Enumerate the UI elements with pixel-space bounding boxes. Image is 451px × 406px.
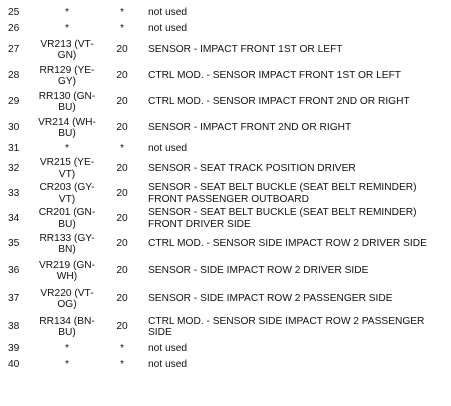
pin-number: 36 [8, 265, 20, 277]
table-row [0, 63, 451, 89]
wire-gauge: 20 [116, 212, 128, 224]
pin-number: 27 [8, 44, 20, 56]
circuit-function: SENSOR - SIDE IMPACT ROW 2 DRIVER SIDE [148, 265, 369, 277]
pin-number: 37 [8, 293, 20, 305]
table-row [0, 357, 451, 373]
circuit-function: not used [148, 23, 188, 35]
circuit-code: VR214 (WH- BU) [38, 116, 96, 139]
wire-gauge: * [120, 359, 124, 371]
pin-number: 35 [8, 238, 20, 250]
table-row [0, 341, 451, 357]
table-row [0, 313, 451, 341]
table-row [0, 21, 451, 37]
circuit-function: SENSOR - IMPACT FRONT 1ST OR LEFT [148, 44, 343, 56]
circuit-function: not used [148, 142, 188, 154]
circuit-code: * [65, 343, 69, 355]
circuit-code: RR129 (YE- GY) [39, 64, 95, 87]
pin-number: 28 [8, 70, 20, 82]
pin-number: 40 [8, 359, 20, 371]
pin-number: 33 [8, 187, 20, 199]
circuit-code: VR220 (VT- OG) [40, 287, 94, 310]
circuit-code: * [65, 359, 69, 371]
wire-gauge: * [120, 23, 124, 35]
circuit-function: SENSOR - SEAT BELT BUCKLE (SEAT BELT REMINDER) FRONT PASSENGER OUTBOARD [148, 182, 417, 205]
circuit-code: RR133 (GY- BN) [39, 232, 95, 255]
pin-number: 31 [8, 142, 20, 154]
table-row [0, 4, 451, 21]
wire-gauge: 20 [116, 70, 128, 82]
circuit-code: * [65, 23, 69, 35]
pin-number: 30 [8, 122, 20, 134]
table-row [0, 181, 451, 206]
table-row [0, 115, 451, 141]
circuit-function: CTRL MOD. - SENSOR SIDE IMPACT ROW 2 DRIVER SIDE [148, 238, 427, 250]
table-row [0, 89, 451, 115]
table-row [0, 141, 451, 156]
table-row [0, 156, 451, 181]
circuit-code: CR201 (GN- BU) [38, 207, 96, 230]
wire-gauge: * [120, 142, 124, 154]
wire-gauge: 20 [116, 238, 128, 250]
pin-number: 38 [8, 321, 20, 333]
circuit-code: RR134 (BN- BU) [39, 315, 95, 338]
connector-pinout-table [0, 4, 451, 373]
wire-gauge: * [120, 343, 124, 355]
circuit-code: * [65, 142, 69, 154]
circuit-code: VR219 (GN- WH) [38, 259, 96, 282]
table-row [0, 37, 451, 63]
table-row [0, 285, 451, 313]
circuit-function: SENSOR - SEAT TRACK POSITION DRIVER [148, 162, 356, 174]
circuit-function: SENSOR - SIDE IMPACT ROW 2 PASSENGER SIDE [148, 293, 393, 305]
circuit-function: CTRL MOD. - SENSOR IMPACT FRONT 2ND OR RIGHT [148, 96, 410, 108]
pin-number: 26 [8, 23, 20, 35]
pin-number: 25 [8, 6, 20, 18]
table-row [0, 231, 451, 257]
wire-gauge: 20 [116, 321, 128, 333]
circuit-code: * [65, 6, 69, 18]
circuit-code: VR215 (YE- VT) [39, 157, 95, 180]
wire-gauge: 20 [116, 293, 128, 305]
circuit-code: CR203 (GY- VT) [39, 182, 95, 205]
circuit-code: RR130 (GN- BU) [38, 90, 96, 113]
pin-number: 29 [8, 96, 20, 108]
pin-number: 32 [8, 162, 20, 174]
table-row [0, 206, 451, 231]
circuit-function: SENSOR - IMPACT FRONT 2ND OR RIGHT [148, 122, 352, 134]
table-row [0, 257, 451, 285]
wire-gauge: 20 [116, 96, 128, 108]
wire-gauge: * [120, 6, 124, 18]
circuit-function: CTRL MOD. - SENSOR IMPACT FRONT 1ST OR LEFT [148, 70, 402, 82]
wire-gauge: 20 [116, 122, 128, 134]
circuit-function: not used [148, 359, 188, 371]
wire-gauge: 20 [116, 265, 128, 277]
circuit-function: not used [148, 343, 188, 355]
pin-number: 34 [8, 212, 20, 224]
wire-gauge: 20 [116, 187, 128, 199]
circuit-code: VR213 (VT- GN) [40, 38, 94, 61]
circuit-function: SENSOR - SEAT BELT BUCKLE (SEAT BELT REMINDER) FRONT DRIVER SIDE [148, 207, 417, 230]
wire-gauge: 20 [116, 162, 128, 174]
pin-number: 39 [8, 343, 20, 355]
circuit-function: not used [148, 6, 188, 18]
wire-gauge: 20 [116, 44, 128, 56]
circuit-function: CTRL MOD. - SENSOR SIDE IMPACT ROW 2 PASSENGER SIDE [148, 315, 425, 338]
